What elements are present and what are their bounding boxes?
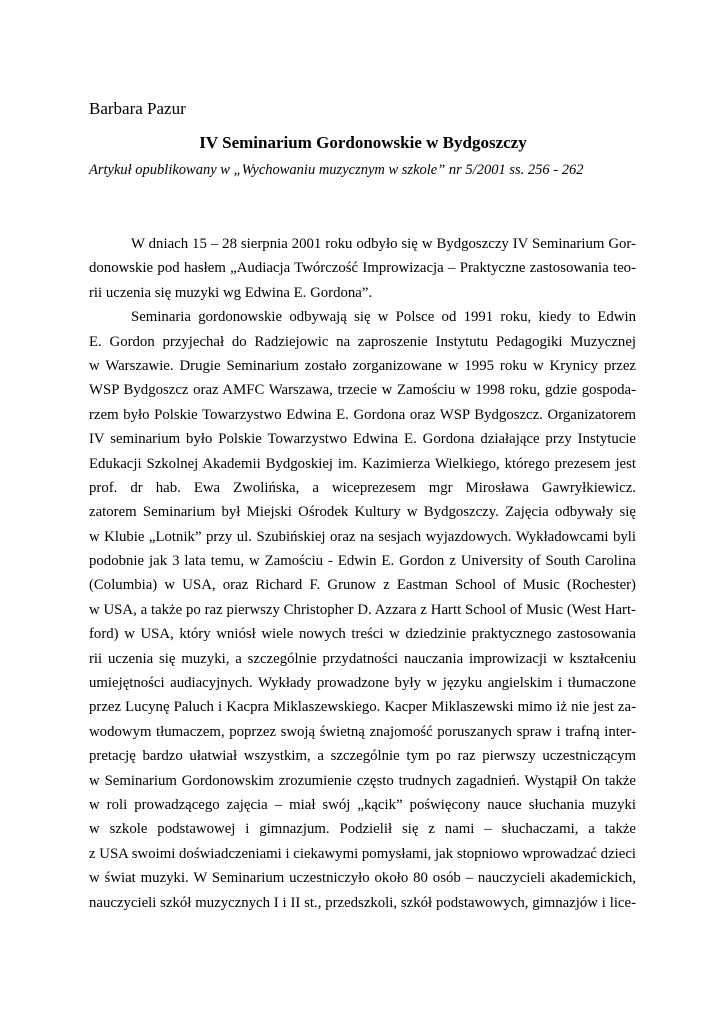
author-name: Barbara Pazur [89, 99, 186, 118]
article-title: IV Seminarium Gordonowskie w Bydgoszczy [199, 133, 527, 152]
paragraph-line: WSP Bydgoszcz oraz AMFC Warszawa, trzecie w Zamościu w 1998 roku, gdzie gospoda- [89, 382, 636, 399]
paragraph-line: podobnie jak 3 lata temu, w Zamościu - Edwin E. Gordon z University of South Carolina [89, 553, 636, 570]
paragraph-line: w Klubie „Lotnik” przy ul. Szubińskiej oraz na sesjach wyjazdowych. Wykładowcami byli [89, 528, 636, 545]
paragraph-line: w Seminarium Gordonowskim zrozumienie często trudnych zagadnień. Wystąpił On także [89, 772, 636, 789]
paragraph-line: pretację bardzo ułatwiał wszystkim, a szczególnie tym po raz pierwszy uczestniczącym [89, 748, 636, 765]
paragraph-line: E. Gordon przyjechał do Radziejowic na zaproszenie Instytutu Pedagogiki Muzycznej [89, 333, 636, 350]
paragraph-line: rii uczenia się muzyki, a szczególnie przydatności nauczania improwizacji w kształceniu [89, 650, 636, 667]
article-subtitle: Artykuł opublikowany w „Wychowaniu muzycznym w szkole” nr 5/2001 ss. 256 - 262 [89, 162, 584, 178]
paragraph-line: przez Lucynę Paluch i Kacpra Miklaszewskiego. Kacper Miklaszewski mimo iż nie jest za- [89, 699, 636, 716]
paragraph-line: w roli prowadzącego zajęcia – miał swój „kącik” poświęcony nauce słuchania muzyki [89, 796, 636, 813]
paragraph-line: (Columbia) w USA, oraz Richard F. Grunow z Eastman School of Music (Rochester) [89, 577, 636, 594]
paragraph-line: rzem było Polskie Towarzystwo Edwina E. Gordona oraz WSP Bydgoszcz. Organizatorem [89, 406, 636, 423]
paragraph-line: umiejętności audiacyjnych. Wykłady prowadzone były w języku angielskim i tłumaczone [89, 675, 636, 692]
paragraph-line: w Warszawie. Drugie Seminarium zostało zorganizowane w 1995 roku w Krynicy przez [89, 357, 636, 374]
paragraph-line: wodowym tłumaczem, poprzez swoją świetną znajomość poruszanych spraw i trafną inter- [89, 723, 636, 740]
paragraph-line: Seminaria gordonowskie odbywają się w Polsce od 1991 roku, kiedy to Edwin [131, 309, 636, 326]
paragraph-line: w USA, a także po raz pierwszy Christopher D. Azzara z Hartt School of Music (West Hart- [89, 601, 636, 618]
paragraph-line: W dniach 15 – 28 sierpnia 2001 roku odbyło się w Bydgoszczy IV Seminarium Gor- [131, 236, 636, 252]
paragraph-line: donowskie pod hasłem „Audiacja Twórczość Improwizacja – Praktyczne zastosowania teo- [89, 260, 636, 277]
paragraph-line: prof. dr hab. Ewa Zwolińska, a wiceprezesem mgr Mirosława Gawryłkiewicz. [89, 479, 636, 496]
paragraph-line: ford) w USA, który wniósł wiele nowych treści w dziedzinie praktycznego zastosowania [89, 626, 636, 643]
paragraph-line: w świat muzyki. W Seminarium uczestniczyło około 80 osób – nauczycieli akademickich, [89, 870, 636, 887]
article-body [89, 232, 636, 915]
paragraph-line: rii uczenia się muzyki wg Edwina E. Gordona”. [89, 284, 373, 301]
paragraph-line: IV seminarium było Polskie Towarzystwo Edwina E. Gordona działające przy Instytucie [89, 431, 636, 448]
paragraph-line: nauczycieli szkół muzycznych I i II st., przedszkoli, szkół podstawowych, gimnazjów i lice- [89, 894, 636, 911]
paragraph-line: z USA swoimi doświadczeniami i ciekawymi pomysłami, jak stopniowo wprowadzać dzieci [89, 845, 636, 862]
paragraph-line: Edukacji Szkolnej Akademii Bydgoskiej im. Kazimierza Wielkiego, którego prezesem jest [89, 455, 636, 472]
paragraph-line: w szkole podstawowej i gimnazjum. Podzielił się z nami – słuchaczami, a także [89, 821, 636, 838]
paragraph-line: zatorem Seminarium był Miejski Ośrodek Kultury w Bydgoszczy. Zajęcia odbywały się [89, 504, 636, 521]
